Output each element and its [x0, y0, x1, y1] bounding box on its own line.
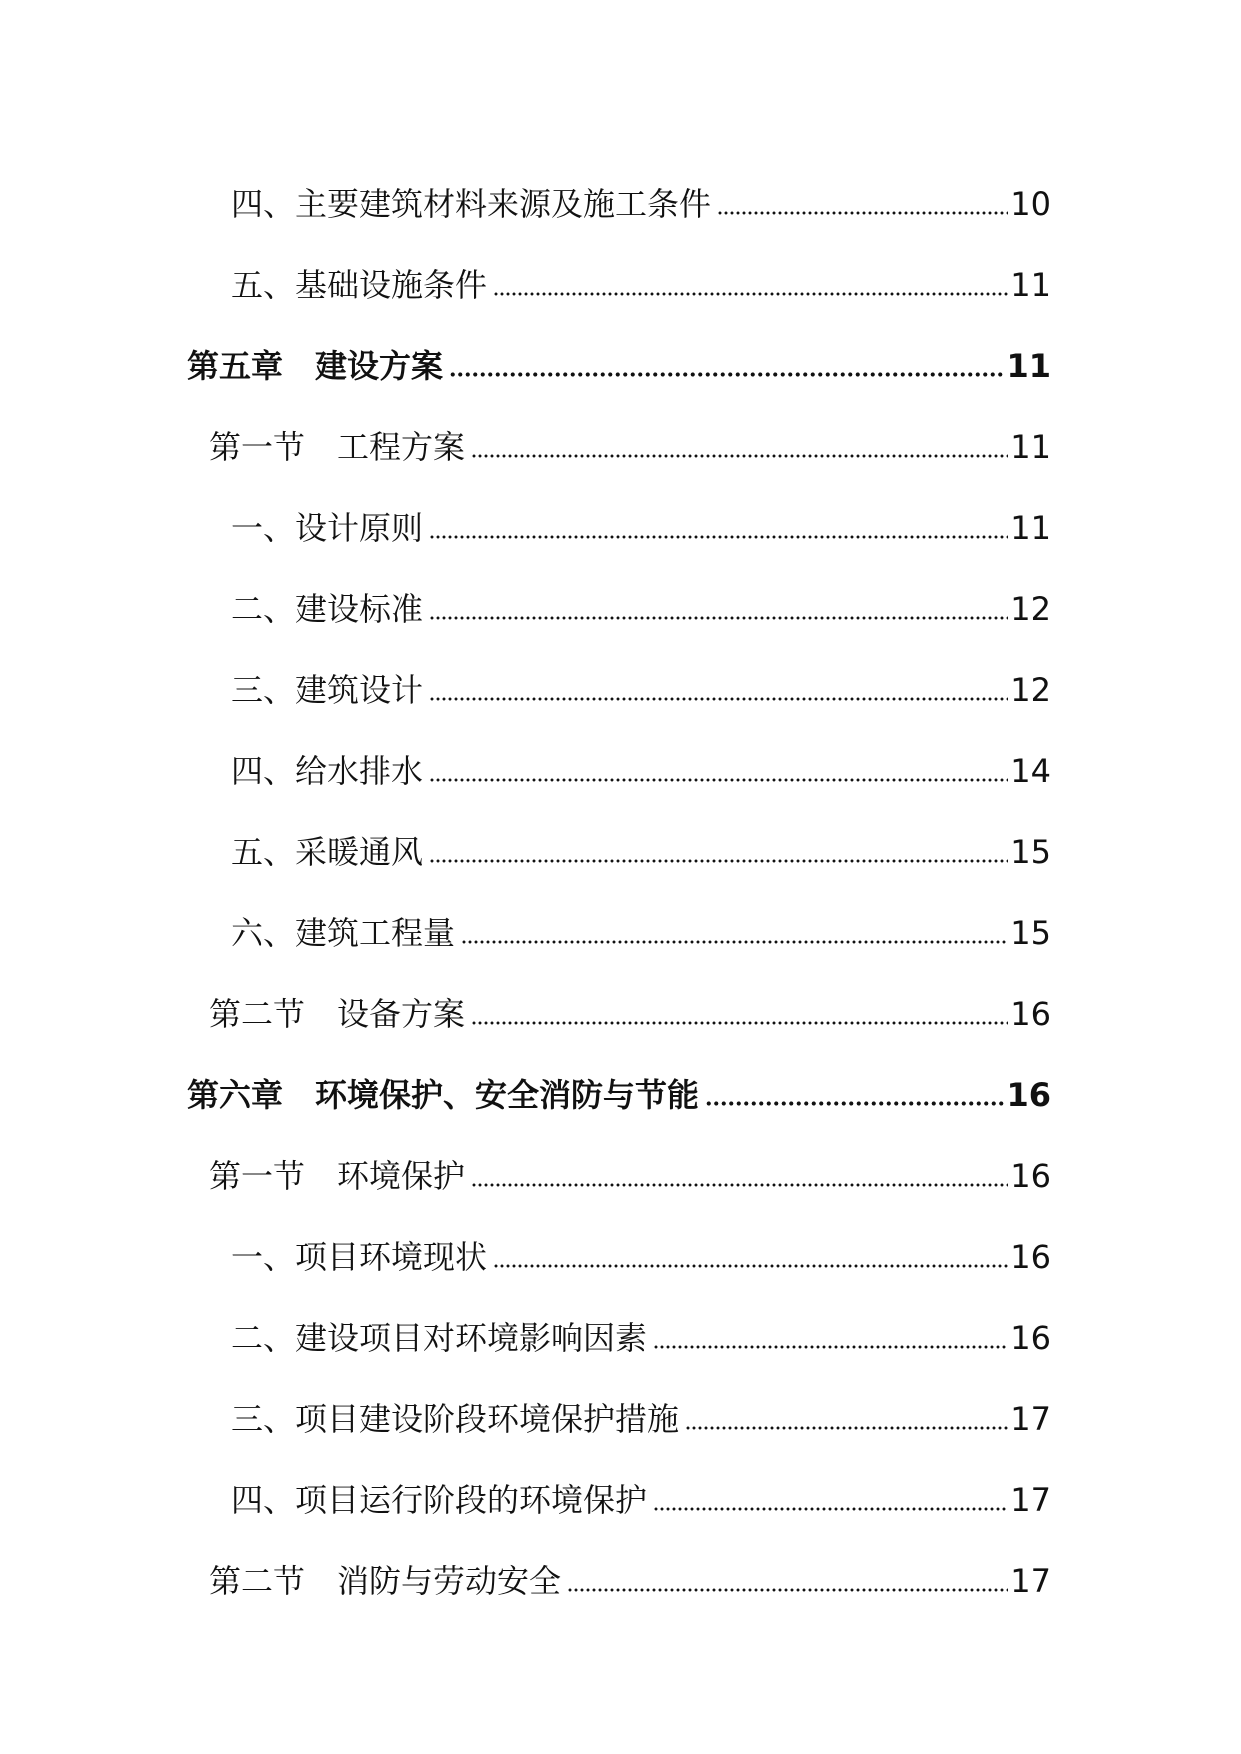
toc-chapter-6[interactable] [187, 1055, 1051, 1115]
toc-entry-page: 11 [1006, 347, 1051, 385]
toc-entry-title: 六、建筑工程量 [231, 914, 456, 952]
dot-leader [429, 535, 1008, 539]
toc-entry-construction-quantities[interactable] [231, 893, 1051, 953]
toc-entry-title: 二、建设标准 [231, 590, 424, 628]
toc-entry-title: 第二节 设备方案 [209, 995, 466, 1033]
toc-entry-design-principles[interactable] [231, 488, 1051, 548]
toc-section-fire-labor-safety[interactable] [209, 1541, 1051, 1601]
toc-entry-page: 11 [1010, 428, 1051, 466]
toc-entry-title: 五、采暖通风 [231, 833, 424, 871]
toc-entry-infrastructure[interactable] [231, 245, 1051, 305]
dot-leader [717, 211, 1008, 215]
toc-entry-page: 16 [1006, 1076, 1051, 1114]
toc-entry-title: 第五章 建设方案 [187, 347, 444, 385]
dot-leader [429, 697, 1008, 701]
toc-section-equipment-plan[interactable] [209, 974, 1051, 1034]
dot-leader [653, 1507, 1008, 1511]
toc-entry-heating-ventilation[interactable] [231, 812, 1051, 872]
toc-entry-construction-phase-protection[interactable] [231, 1379, 1051, 1439]
dot-leader [461, 940, 1008, 944]
toc-entry-page: 11 [1010, 266, 1051, 304]
dot-leader [705, 1101, 1004, 1106]
toc-entry-title: 四、给水排水 [231, 752, 424, 790]
toc-entry-title: 第二节 消防与劳动安全 [209, 1562, 562, 1600]
toc-entry-building-materials[interactable] [231, 164, 1051, 224]
toc-entry-construction-standards[interactable] [231, 569, 1051, 629]
toc-entry-page: 15 [1010, 914, 1051, 952]
toc-entry-page: 17 [1010, 1400, 1051, 1438]
toc-entry-title: 一、项目环境现状 [231, 1238, 488, 1276]
toc-entry-page: 17 [1010, 1562, 1051, 1600]
toc-entry-page: 17 [1010, 1481, 1051, 1519]
toc-entry-page: 10 [1010, 185, 1051, 223]
toc-entry-page: 16 [1010, 1319, 1051, 1357]
toc-entry-page: 16 [1010, 1157, 1051, 1195]
dot-leader [567, 1588, 1008, 1592]
dot-leader [471, 1183, 1008, 1187]
toc-entry-title: 第一节 工程方案 [209, 428, 466, 466]
toc-entry-page: 16 [1010, 1238, 1051, 1276]
toc-entry-title: 四、项目运行阶段的环境保护 [231, 1481, 648, 1519]
dot-leader [653, 1345, 1008, 1349]
toc-entry-page: 11 [1010, 509, 1051, 547]
toc-entry-title: 三、项目建设阶段环境保护措施 [231, 1400, 680, 1438]
toc-section-engineering-plan[interactable] [209, 407, 1051, 467]
toc-entry-title: 二、建设项目对环境影响因素 [231, 1319, 648, 1357]
toc-entry-title: 三、建筑设计 [231, 671, 424, 709]
toc-entry-page: 12 [1010, 590, 1051, 628]
dot-leader [685, 1426, 1008, 1430]
dot-leader [493, 1264, 1008, 1268]
toc-entry-operation-phase-protection[interactable] [231, 1460, 1051, 1520]
toc-entry-environmental-impact-factors[interactable] [231, 1298, 1051, 1358]
toc-entry-title: 第六章 环境保护、安全消防与节能 [187, 1076, 700, 1114]
dot-leader [429, 859, 1008, 863]
dot-leader [429, 616, 1008, 620]
toc-entry-title: 五、基础设施条件 [231, 266, 488, 304]
toc-entry-environment-status[interactable] [231, 1217, 1051, 1277]
toc-chapter-5[interactable] [187, 326, 1051, 386]
toc-entry-title: 一、设计原则 [231, 509, 424, 547]
toc-entry-page: 14 [1010, 752, 1051, 790]
toc-entry-title: 第一节 环境保护 [209, 1157, 466, 1195]
dot-leader [449, 372, 1004, 377]
toc-entry-page: 12 [1010, 671, 1051, 709]
toc-entry-water-supply-drainage[interactable] [231, 731, 1051, 791]
toc-entry-page: 16 [1010, 995, 1051, 1033]
dot-leader [471, 1021, 1008, 1025]
dot-leader [471, 454, 1008, 458]
toc-entry-page: 15 [1010, 833, 1051, 871]
dot-leader [493, 292, 1008, 296]
toc-section-environmental-protection[interactable] [209, 1136, 1051, 1196]
toc-entry-architectural-design[interactable] [231, 650, 1051, 710]
dot-leader [429, 778, 1008, 782]
toc-entry-title: 四、主要建筑材料来源及施工条件 [231, 185, 712, 223]
